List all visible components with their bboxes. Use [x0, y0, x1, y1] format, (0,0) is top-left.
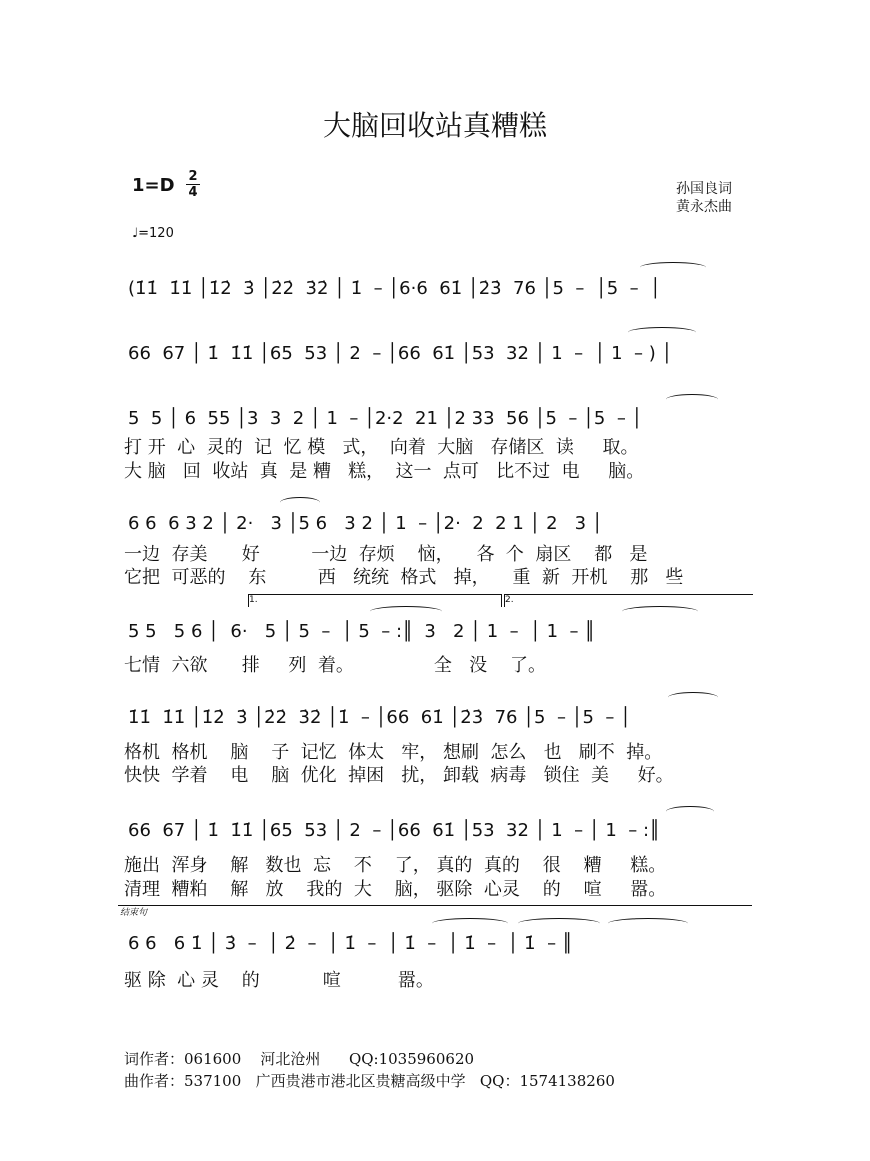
key-signature: 1=D — [132, 175, 175, 196]
tempo-marking: ♩=120 — [132, 226, 174, 241]
lyric-row-6-verse-2: 快快 学着 电 脑 优化 掉困 扰， 卸载 病毒 锁住 美 好。 — [124, 765, 674, 786]
tie-arc — [668, 692, 718, 703]
author-credits — [124, 1048, 615, 1092]
lyric-row-6-verse-1: 格机 格机 脑 子 记忆 体太 牢， 想刷 怎么 也 刷不 掉。 — [124, 742, 663, 763]
tie-arc — [666, 394, 718, 405]
tie-arc — [622, 606, 698, 617]
score-row-3: 5 5 │ 6 55 │3 3 2 │ 1 – │2·2 21 │2 33 56 │5 – │5 – │ — [128, 408, 643, 429]
time-signature-top: 2 — [188, 169, 198, 184]
coda-label: 结束句 — [120, 908, 148, 918]
tie-arc — [432, 918, 508, 929]
tie-arc — [370, 606, 442, 617]
score-row-6: 1̇1̇ 1̇1̇ │1̇2̇ 3̇ │2̇2̇ 3̇2̇ │1̇ – │66 61̇ │2̇3̇ 76 │5 – │5 – │ — [128, 707, 631, 728]
volta-2-label: 2. — [505, 595, 514, 605]
score-row-4: 6 6 6 3 2 │ 2· 3 │5 6 3 2 │ 1 – │2· 2 2 1 │ 2 3 │ — [128, 513, 603, 534]
lyricist-contact: 词作者：061600 河北沧州 QQ:1035960620 — [124, 1050, 475, 1068]
lyricist-credit: 孙国良词 — [676, 181, 732, 197]
score-row-8: 6 6 6 1̇ │ 3̇ – │ 2̇ – │ 1̇ – │ 1̇ – │ 1̇ – │ 1̇ – ║ — [128, 933, 573, 954]
score-row-1: (1̇1̇ 1̇1̇ │1̇2̇ 3̇ │2̇2̇ 3̇2̇ │ 1̇ – │6·6 61̇ │2̇3̇ 76 │5 – │5 – │ — [128, 278, 661, 299]
lyric-row-7-verse-1: 施出 浑身 解 数也 忘 不 了， 真的 真的 很 糟 糕。 — [124, 855, 667, 876]
volta-1-label: 1. — [249, 595, 258, 605]
lyric-row-7-verse-2: 清理 糟粕 解 放 我的 大 脑， 驱除 心灵 的 喧 嚣。 — [124, 879, 667, 900]
tie-arc — [280, 497, 320, 508]
score-row-2: 66 67 │ 1̇ 1̇1̇ │65 53 │ 2 – │66 61̇ │53 32 │ 1 – │ 1 – ) │ — [128, 343, 673, 364]
volta-second-ending — [504, 594, 753, 607]
lyric-row-4-verse-1: 一边 存美 好 一边 存烦 恼， 各 个 扇区 都 是 — [124, 544, 648, 565]
lyric-row-5-verse-1: 七情 六欲 排 列 着。 全 没 了。 — [124, 655, 546, 676]
volta-first-ending — [248, 594, 502, 607]
tie-arc — [628, 327, 696, 338]
score-row-5: 5 5 5 6 │ 6· 5 │ 5 – │ 5 – :║ 3 2 │ 1 – │ 1 – ║ — [128, 621, 596, 642]
lyric-row-3-verse-2: 大 脑 回 收站 真 是 糟 糕， 这一 点可 比不过 电 脑。 — [124, 461, 645, 482]
coda-bracket — [118, 905, 752, 906]
composer-credit: 黄永杰曲 — [676, 199, 732, 215]
lyric-row-4-verse-2: 它把 可恶的 东 西 统统 格式 掉， 重 新 开机 那 些 — [124, 567, 684, 588]
score-row-7: 66 67 │ 1̇ 1̇1̇ │65 53 │ 2 – │66 61̇ │53 32 │ 1 – │ 1 – :║ — [128, 820, 660, 841]
tie-arc — [640, 262, 706, 273]
tie-arc — [608, 918, 688, 929]
time-signature-bottom: 4 — [188, 185, 198, 200]
tie-arc — [666, 806, 714, 817]
lyric-row-8-verse-1: 驱 除 心 灵 的 喧 嚣。 — [124, 970, 434, 991]
page-title: 大脑回收站真糟糕 — [322, 109, 547, 142]
lyric-row-3-verse-1: 打 开 心 灵的 记 忆 模 式， 向着 大脑 存储区 读 取。 — [124, 437, 639, 458]
time-signature — [186, 170, 200, 199]
tie-arc — [518, 918, 600, 929]
composer-contact: 曲作者：537100 广西贵港市港北区贵糖高级中学 QQ：1574138260 — [124, 1072, 615, 1090]
